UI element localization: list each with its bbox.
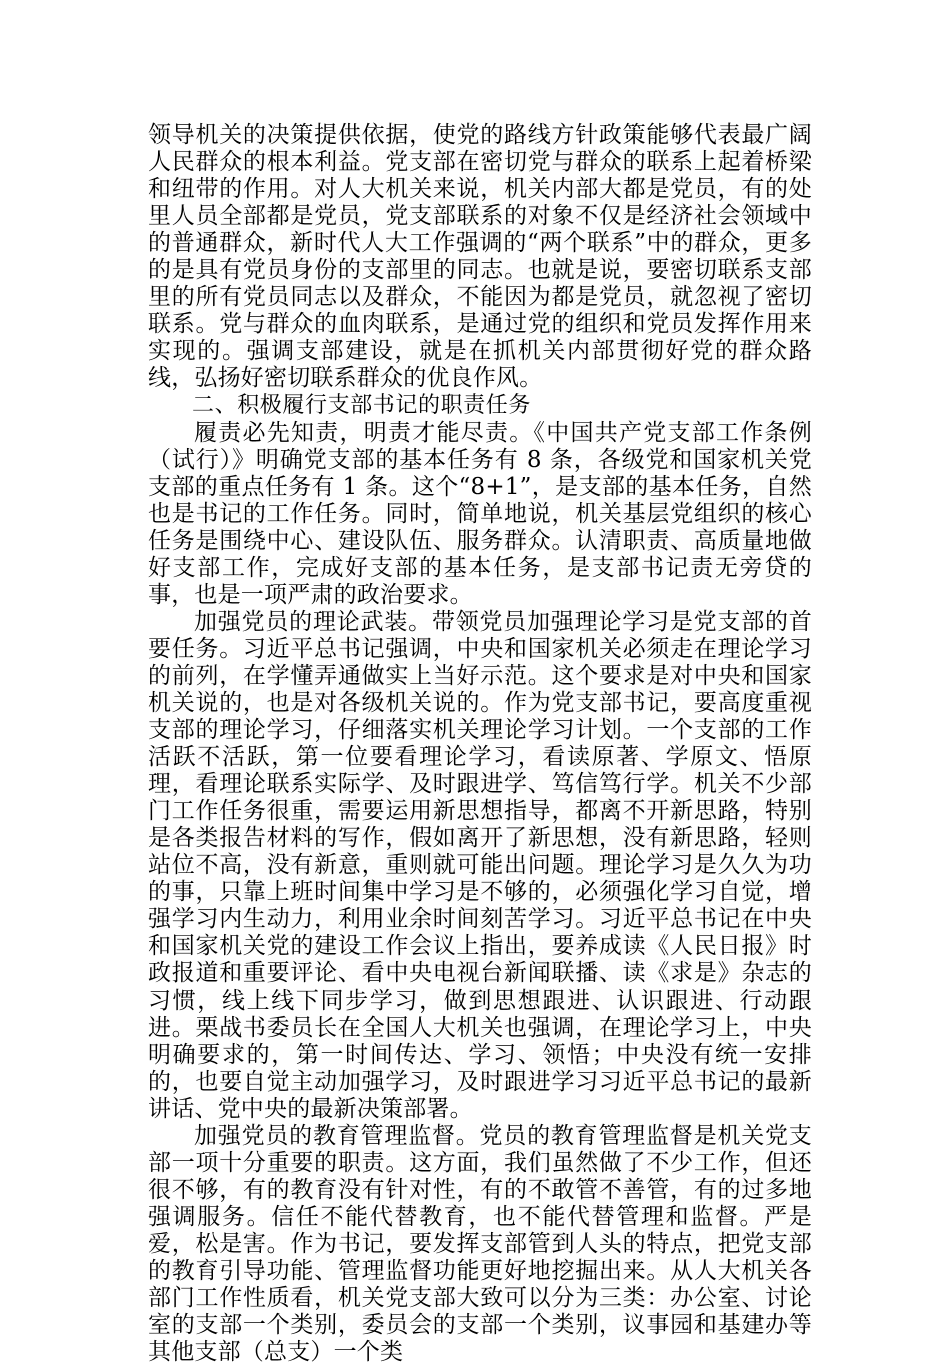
body-paragraph-4: 加强党员的教育管理监督。党员的教育管理监督是机关党支部一项十分重要的职责。这方面，我们虽然做了不少工作，但还很不够，有的教育没有针对性，有的不敢管不善管，有的过多地强调服务。信任不能代替教育，也不能代替管理和监督。严是爱，松是害。作为书记，要发挥支部管到人头的特点，把党支部的教育引导功能、管理监督功能更好地挖掘出来。从人大机关各部门工作性质看，机关党支部大致可以分为三类：办公室、讨论室的支部一个类别，委员会的支部一个类别，议事园和基建办等其他支部（总支）一个类 bbox=[148, 1122, 812, 1366]
body-paragraph-3: 加强党员的理论武装。带领党员加强理论学习是党支部的首要任务。习近平总书记强调，中央和国家机关必须走在理论学习的前列，在学懂弄通做实上当好示范。这个要求是对中央和国家机关说的，也是对各级机关说的。作为党支部书记，要高度重视支部的理论学习，仔细落实机关理论学习计划。一个支部的工作活跃不活跃，第一位要看理论学习，看读原著、学原文、悟原理，看理论联系实际学、及时跟进学、笃信笃行学。机关不少部门工作任务很重，需要运用新思想指导，都离不开新思路，特别是各类报告材料的写作，假如离开了新思想，没有新思路，轻则站位不高，没有新意，重则就可能出问题。理论学习是久久为功的事，只靠上班时间集中学习是不够的，必须强化学习自觉，增强学习内生动力，利用业余时间刻苦学习。习近平总书记在中央和国家机关党的建设工作会议上指出，要养成读《人民日报》时政报道和重要评论、看中央电视台新闻联播、读《求是》杂志的习惯，线上线下同步学习，做到思想跟进、认识跟进、行动跟进。栗战书委员长在全国人大机关也强调，在理论学习上，中央明确要求的，第一时间传达、学习、领悟；中央没有统一安排的，也要自觉主动加强学习，及时跟进学习习近平总书记的最新讲话、党中央的最新决策部署。 bbox=[148, 608, 812, 1122]
section-heading: 二、积极履行支部书记的职责任务 bbox=[192, 393, 532, 419]
document-page bbox=[148, 122, 812, 1366]
body-paragraph-1: 领导机关的决策提供依据，使党的路线方针政策能够代表最广阔人民群众的根本利益。党支部在密切党与群众的联系上起着桥梁和纽带的作用。对人大机关来说，机关内部大都是党员，有的处里人员全部都是党员，党支部联系的对象不仅是经济社会领域中的普通群众，新时代人大工作强调的“两个联系”中的群众，更多的是具有党员身份的支部里的同志。也就是说，要密切联系支部里的所有党员同志以及群众，不能因为都是党员，就忽视了密切联系。党与群众的血肉联系，是通过党的组织和党员发挥作用来实现的。强调支部建设，就是在抓机关内部贯彻好党的群众路线，弘扬好密切联系群众的优良作风。 bbox=[148, 122, 812, 392]
body-paragraph-2: 履责必先知责，明责才能尽责。《中国共产党支部工作条例（试行）》明确党支部的基本任务有 8 条，各级党和国家机关党支部的重点任务有 1 条。这个“8+1”，是支部的基本任务，自然也是书记的工作任务。同时，简单地说，机关基层党组织的核心任务是围绕中心、建设队伍、服务群众。认清职责、高质量地做好支部工作，完成好支部的基本任务，是支部书记责无旁贷的事，也是一项严肃的政治要求。 bbox=[148, 419, 812, 608]
